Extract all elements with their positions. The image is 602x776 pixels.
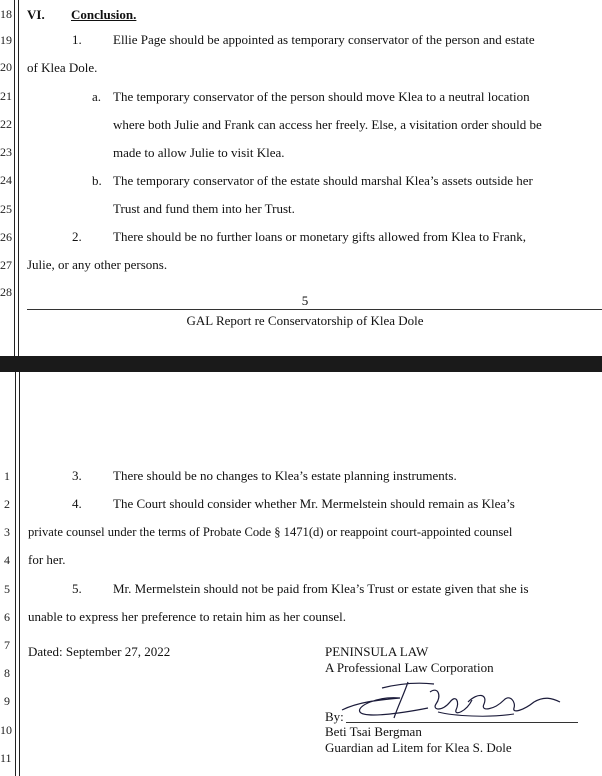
page-number: 5: [301, 293, 309, 308]
line-number: 4: [4, 553, 10, 567]
item-text: There should be no further loans or monetary gifts allowed from Klea to Frank,: [113, 229, 526, 244]
line-number: 18: [0, 7, 12, 21]
subitem-text: made to allow Julie to visit Klea.: [113, 145, 285, 160]
by-label: By:: [325, 709, 344, 724]
line-number: 25: [0, 202, 12, 216]
handwritten-signature: [338, 672, 568, 724]
margin-line-outer: [15, 372, 16, 776]
line-number: 1: [4, 469, 10, 483]
line-number: 8: [4, 666, 10, 680]
line-number: 20: [0, 60, 12, 74]
item-text: of Klea Dole.: [27, 60, 98, 75]
line-number: 6: [4, 610, 10, 624]
line-number: 27: [0, 258, 12, 272]
section-title: Conclusion.: [71, 7, 137, 22]
subitem-text: The temporary conservator of the person should move Klea to a neutral location: [113, 89, 530, 104]
item-number: 1.: [72, 32, 82, 47]
line-number: 7: [4, 638, 10, 652]
dated-line: Dated: September 27, 2022: [28, 644, 171, 659]
subitem-text: Trust and fund them into her Trust.: [113, 201, 295, 216]
item-number: 5.: [72, 581, 82, 596]
item-number: 3.: [72, 468, 82, 483]
signer-title: Guardian ad Litem for Klea S. Dole: [325, 740, 512, 755]
line-number: 23: [0, 145, 12, 159]
subitem-text: The temporary conservator of the estate should marshal Klea’s assets outside her: [113, 173, 533, 188]
line-number: 2: [4, 497, 10, 511]
line-number: 28: [0, 285, 12, 299]
document-page-6: [0, 372, 602, 776]
item-text: Ellie Page should be appointed as temporary conservator of the person and estate: [113, 32, 535, 47]
item-text: Julie, or any other persons.: [27, 257, 168, 272]
item-text: unable to express her preference to retain him as her counsel.: [28, 609, 347, 624]
item-text: private counsel under the terms of Probate Code § 1471(d) or reappoint court-appointed counsel: [28, 525, 513, 539]
subitem-letter: b.: [92, 173, 102, 188]
item-number: 4.: [72, 496, 82, 511]
line-number: 3: [4, 525, 10, 539]
item-text: The Court should consider whether Mr. Mermelstein should remain as Klea’s: [113, 496, 515, 511]
line-number: 5: [4, 582, 10, 596]
signature-line: [346, 722, 578, 723]
margin-line-outer: [14, 0, 15, 356]
footer-title: GAL Report re Conservatorship of Klea Dole: [186, 313, 424, 328]
subitem-letter: a.: [92, 89, 102, 104]
line-number: 9: [4, 694, 10, 708]
firm-name: PENINSULA LAW: [325, 644, 429, 659]
item-text: Mr. Mermelstein should not be paid from Klea’s Trust or estate given that she is: [113, 581, 529, 596]
signer-name: Beti Tsai Bergman: [325, 724, 422, 739]
line-number: 21: [0, 89, 12, 103]
line-number: 11: [0, 751, 12, 765]
item-number: 2.: [72, 229, 82, 244]
line-number: 22: [0, 117, 12, 131]
item-text: There should be no changes to Klea’s estate planning instruments.: [113, 468, 457, 483]
line-number: 24: [0, 173, 12, 187]
line-number: 19: [0, 33, 12, 47]
line-number: 10: [0, 723, 12, 737]
subitem-text: where both Julie and Frank can access her freely. Else, a visitation order should be: [113, 117, 542, 132]
line-number: 26: [0, 230, 12, 244]
page-separator: [0, 356, 602, 372]
footer-rule: [27, 309, 602, 310]
document-page-5: [0, 0, 602, 356]
margin-line-inner: [18, 0, 19, 356]
firm-type: A Professional Law Corporation: [325, 660, 494, 675]
item-text: for her.: [28, 552, 66, 567]
section-number: VI.: [27, 7, 45, 22]
margin-line-inner: [19, 372, 20, 776]
